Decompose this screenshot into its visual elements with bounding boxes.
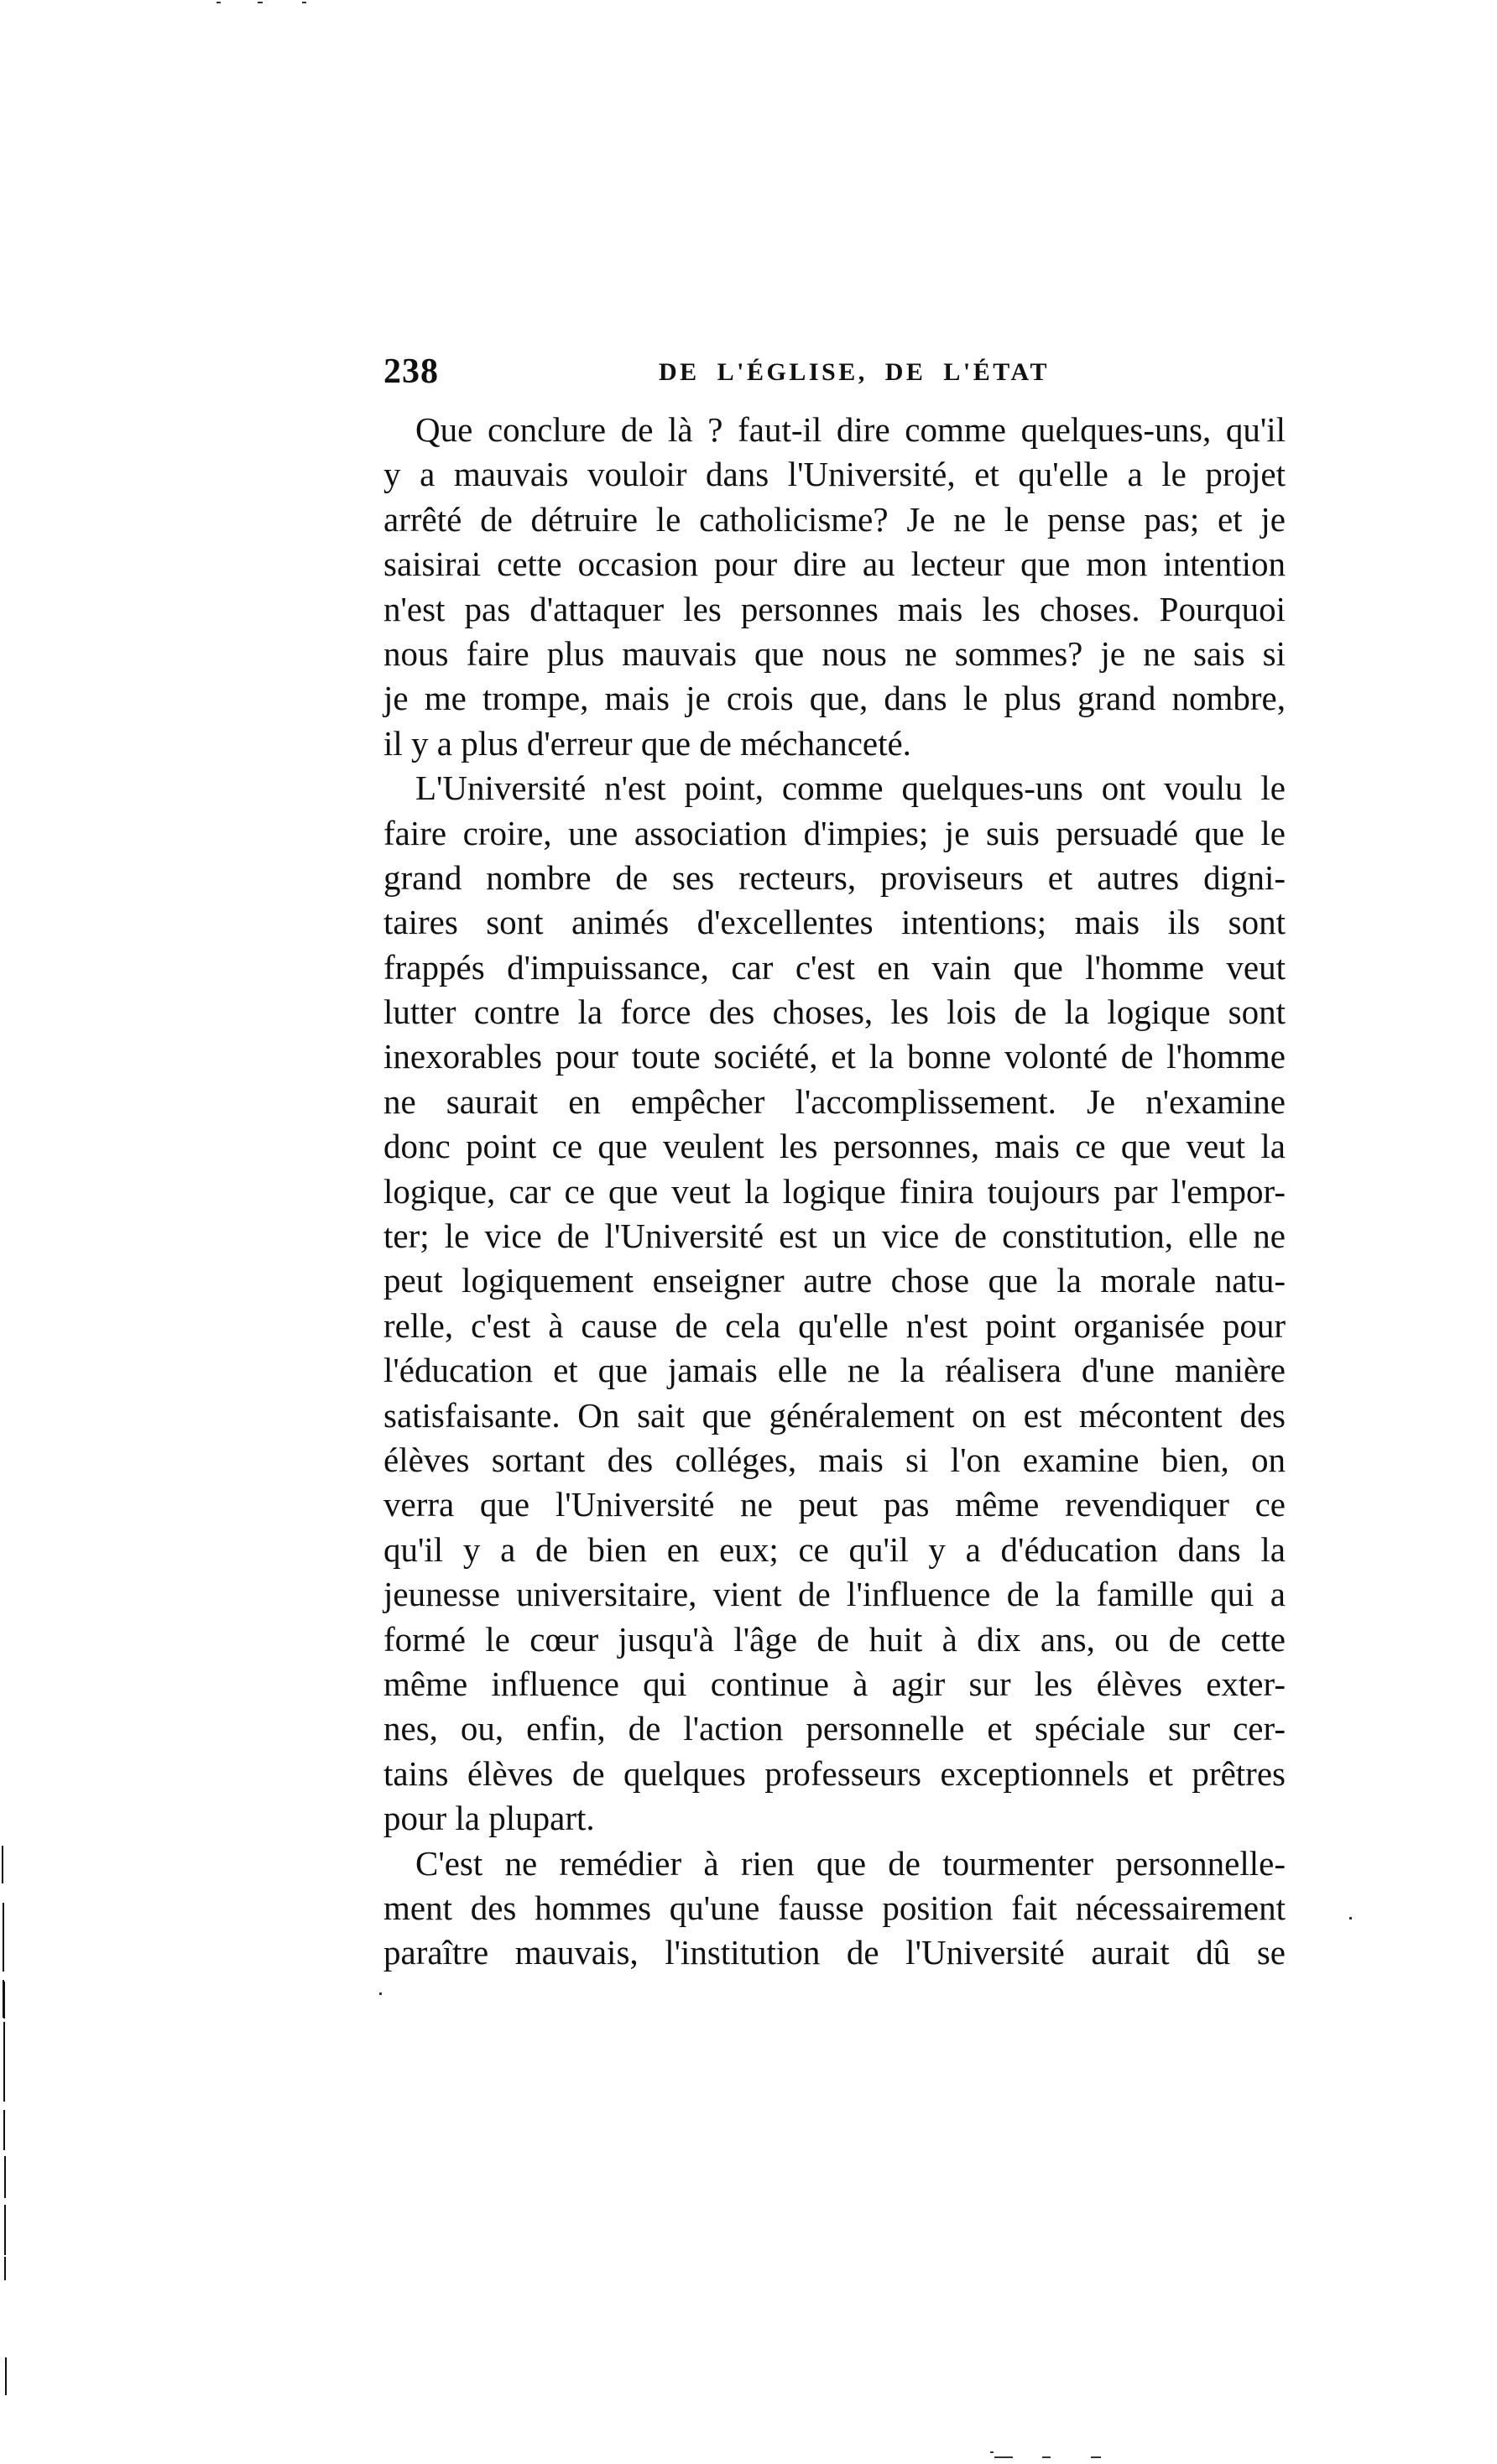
paragraph-2 <box>383 766 1286 1841</box>
text-line: peut logiquement enseigner autre chose que la morale natu- <box>383 1261 1286 1300</box>
text-line: l'éducation et que jamais elle ne la réalisera d'une manière <box>383 1351 1286 1390</box>
scan-edge-mark <box>3 1982 5 2019</box>
text-line: même influence qui continue à agir sur les élèves exter- <box>383 1664 1286 1703</box>
text-line: ne saurait en empêcher l'accomplissement. Je n'examine <box>383 1081 1286 1121</box>
text-line: élèves sortant des colléges, mais si l'on examine bien, on <box>383 1440 1286 1479</box>
text-line: je me trompe, mais je crois que, dans le plus grand nombre, <box>383 679 1286 718</box>
scan-edge-mark <box>4 2205 6 2255</box>
scan-speck <box>302 2 306 3</box>
text-line: nes, ou, enfin, de l'action personnelle et spéciale sur cer- <box>383 1709 1286 1748</box>
body-text <box>383 408 1286 1976</box>
scan-edge-mark <box>4 2156 6 2198</box>
scan-edge-mark <box>3 2022 5 2102</box>
scan-edge-mark <box>5 2357 7 2395</box>
scan-speck <box>1091 2456 1101 2458</box>
text-line: arrêté de détruire le catholicisme? Je ne le pense pas; et je <box>383 499 1286 539</box>
scan-speck <box>990 2451 994 2453</box>
text-line: grand nombre de ses recteurs, proviseurs et autres digni- <box>383 857 1286 897</box>
text-line: donc point ce que veulent les personnes, mais ce que veut la <box>383 1127 1286 1166</box>
text-line: n'est pas d'attaquer les personnes mais les choses. Pourquoi <box>383 589 1286 628</box>
text-line: L'Université n'est point, comme quelques-uns ont voulu le <box>415 768 1286 808</box>
text-line: y a mauvais vouloir dans l'Université, et qu'elle a le projet <box>383 455 1286 494</box>
text-line: Que conclure de là ? faut-il dire comme quelques-uns, qu'il <box>415 410 1286 449</box>
scan-speck <box>258 2 263 3</box>
text-line: ment des hommes qu'une fausse position fait nécessairement <box>383 1888 1286 1927</box>
text-line: il y a plus d'erreur que de méchanceté. <box>383 723 911 763</box>
scan-speck <box>994 2456 1013 2458</box>
text-line: C'est ne remédier à rien que de tourmenter personnelle- <box>415 1843 1286 1883</box>
scan-speck <box>1349 1917 1352 1920</box>
text-line: saisirai cette occasion pour dire au lecteur que mon intention <box>383 544 1286 584</box>
scan-edge-mark <box>3 2110 5 2150</box>
running-head-title: DE L'ÉGLISE, DE L'ÉTAT <box>659 358 1051 386</box>
text-line: jeunesse universitaire, vient de l'influence de la famille qui a <box>383 1575 1286 1614</box>
text-line: tains élèves de quelques professeurs exceptionnels et prêtres <box>383 1753 1286 1793</box>
text-line: frappés d'impuissance, car c'est en vain que l'homme veut <box>383 947 1286 987</box>
text-line: logique, car ce que veut la logique finira toujours par l'empor- <box>383 1171 1286 1211</box>
text-line: pour la plupart. <box>383 1799 595 1838</box>
text-line: taires sont animés d'excellentes intentions; mais ils sont <box>383 903 1286 942</box>
scan-speck <box>216 2 221 3</box>
text-line: qu'il y a de bien en eux; ce qu'il y a d'éducation dans la <box>383 1529 1286 1569</box>
text-line: satisfaisante. On sait que généralement on est mécontent des <box>383 1395 1286 1435</box>
text-line: ter; le vice de l'Université est un vice de constitution, elle ne <box>383 1216 1286 1256</box>
scan-edge-mark <box>3 1930 4 1972</box>
text-line: paraître mauvais, l'institution de l'Université aurait dû se <box>383 1933 1286 1972</box>
text-line: formé le cœur jusqu'à l'âge de huit à dix ans, ou de cette <box>383 1619 1286 1659</box>
paragraph-1 <box>383 408 1286 766</box>
text-line: inexorables pour toute société, et la bonne volonté de l'homme <box>383 1037 1286 1076</box>
text-line: nous faire plus mauvais que nous ne sommes? je ne sais si <box>383 633 1286 673</box>
text-line: verra que l'Université ne peut pas même revendiquer ce <box>383 1485 1286 1524</box>
text-line: lutter contre la force des choses, les lois de la logique sont <box>383 992 1286 1032</box>
scan-speck <box>1042 2456 1051 2458</box>
scan-edge-mark <box>4 2257 6 2280</box>
paragraph-3 <box>383 1841 1286 1976</box>
text-line: relle, c'est à cause de cela qu'elle n'est point organisée pour <box>383 1305 1286 1345</box>
scan-edge-mark <box>2 1846 3 1883</box>
running-head <box>383 351 1286 393</box>
page-number: 238 <box>383 352 439 391</box>
text-line: faire croire, une association d'impies; je suis persuadé que le <box>383 813 1286 852</box>
scan-speck <box>379 1993 382 1995</box>
